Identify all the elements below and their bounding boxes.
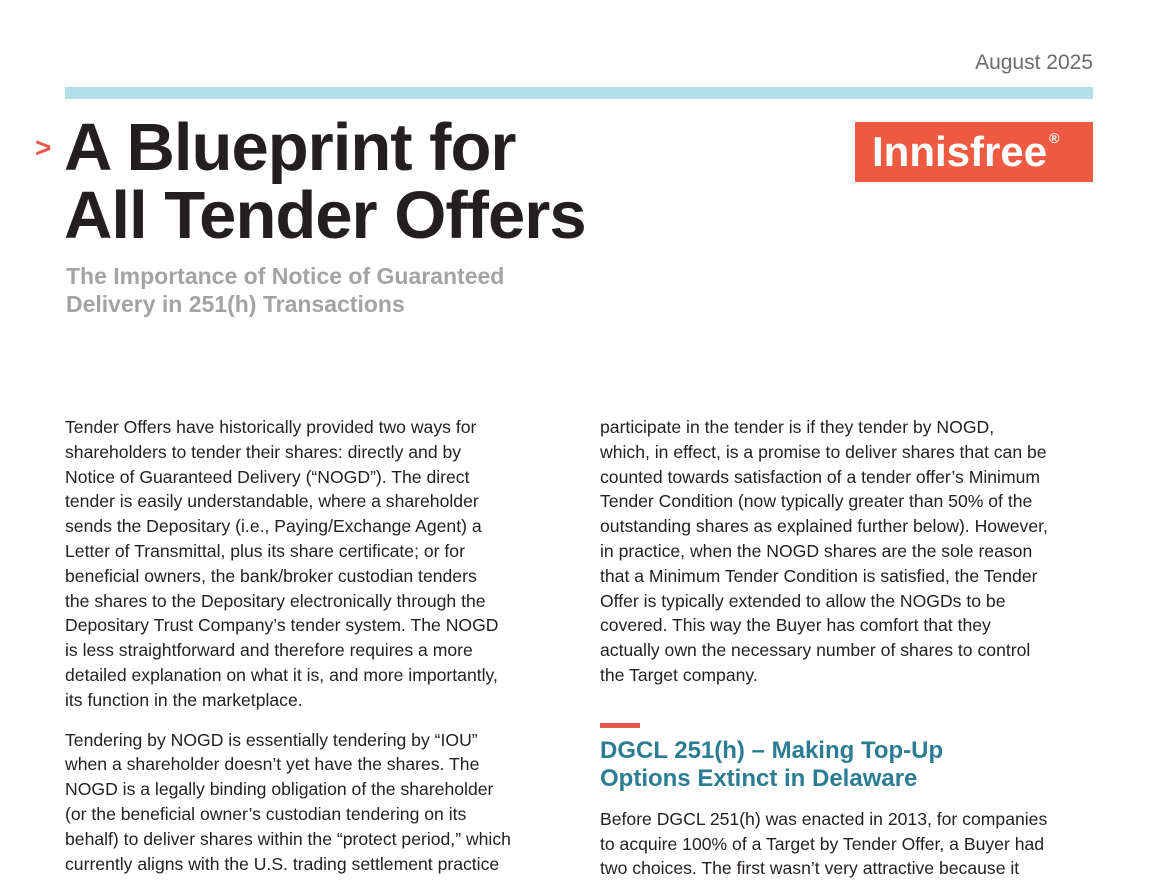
- document-title: [64, 110, 586, 253]
- text-line: when a shareholder doesn’t yet have the shares. The: [65, 754, 480, 775]
- text-line: in practice, when the NOGD shares are the sole reason: [600, 540, 1033, 561]
- column-left: [65, 415, 557, 891]
- text-line: to acquire 100% of a Target by Tender Offer, a Buyer had: [600, 833, 1045, 854]
- paragraph: [600, 807, 1092, 881]
- subtitle-line: The Importance of Notice of Guaranteed: [66, 263, 505, 289]
- text-line: NOGD is a legally binding obligation of the shareholder: [65, 779, 494, 800]
- text-line: sends the Depositary (i.e., Paying/Exchange Agent) a: [65, 516, 482, 537]
- text-line: Before DGCL 251(h) was enacted in 2013, for companies: [600, 808, 1048, 829]
- text-line: two choices. The first wasn’t very attractive because it: [600, 858, 1020, 879]
- text-line: Letter of Transmittal, plus its share certificate; or for: [65, 540, 465, 561]
- text-line: that a Minimum Tender Condition is satisfied, the Tender: [600, 565, 1038, 586]
- text-line: tender is easily understandable, where a shareholder: [65, 491, 479, 512]
- innisfree-logo: [855, 122, 1093, 182]
- text-line: covered. This way the Buyer has comfort that they: [600, 615, 991, 636]
- text-line: participate in the tender is if they tender by NOGD,: [600, 417, 995, 437]
- text-line: Options Extinct in Delaware: [600, 764, 918, 792]
- title-line: A Blueprint for: [64, 110, 516, 185]
- logo-text: Innisfree: [872, 128, 1048, 175]
- text-line: Notice of Guaranteed Delivery (“NOGD”). The direct: [65, 466, 470, 487]
- text-line: DGCL 251(h) – Making Top-Up: [600, 736, 944, 764]
- text-line: detailed explanation on what it is, and more importantly,: [65, 664, 498, 685]
- text-line: actually own the necessary number of shares to control: [600, 640, 1031, 661]
- text-line: outstanding shares as explained further below). However,: [600, 516, 1048, 537]
- text-line: (or the beneficial owner’s custodian tendering on its: [65, 803, 467, 824]
- paragraph: [65, 415, 557, 713]
- text-line: Offer is typically extended to allow the NOGDs to be: [600, 590, 1006, 611]
- text-line: behalf) to deliver shares within the “protect period,” which: [65, 828, 511, 849]
- text-line: counted towards satisfaction of a tender offer’s Minimum: [600, 466, 1041, 487]
- document-subtitle: [66, 262, 586, 318]
- text-line: Tender Offers have historically provided two ways for: [65, 417, 477, 437]
- paragraph: [65, 728, 557, 877]
- text-line: the shares to the Depositary electronically through the: [65, 590, 486, 611]
- top-rule: [65, 87, 1093, 99]
- date-label: August 2025: [975, 51, 1093, 74]
- text-line: which, in effect, is a promise to deliver shares that can be: [600, 441, 1047, 462]
- section-heading: [600, 737, 1092, 793]
- text-line: currently aligns with the U.S. trading settlement practice: [65, 853, 500, 874]
- chevron-icon: >: [35, 132, 52, 163]
- subtitle-line: Delivery in 251(h) Transactions: [66, 291, 405, 317]
- registered-mark: ®: [1049, 130, 1060, 146]
- text-line: beneficial owners, the bank/broker custodian tenders: [65, 565, 477, 586]
- text-line: shareholders to tender their shares: directly and by: [65, 441, 462, 462]
- text-line: Tender Condition (now typically greater than 50% of the: [600, 491, 1033, 512]
- column-right: [600, 415, 1092, 896]
- text-line: is less straightforward and therefore requires a more: [65, 640, 473, 661]
- title-line: All Tender Offers: [64, 178, 586, 253]
- text-line: Depositary Trust Company’s tender system. The NOGD: [65, 615, 499, 636]
- paragraph: [600, 415, 1092, 688]
- text-line: its function in the marketplace.: [65, 689, 303, 710]
- text-line: Tendering by NOGD is essentially tendering by “IOU”: [65, 729, 478, 750]
- section-accent-bar: [600, 723, 640, 728]
- text-line: the Target company.: [600, 664, 758, 685]
